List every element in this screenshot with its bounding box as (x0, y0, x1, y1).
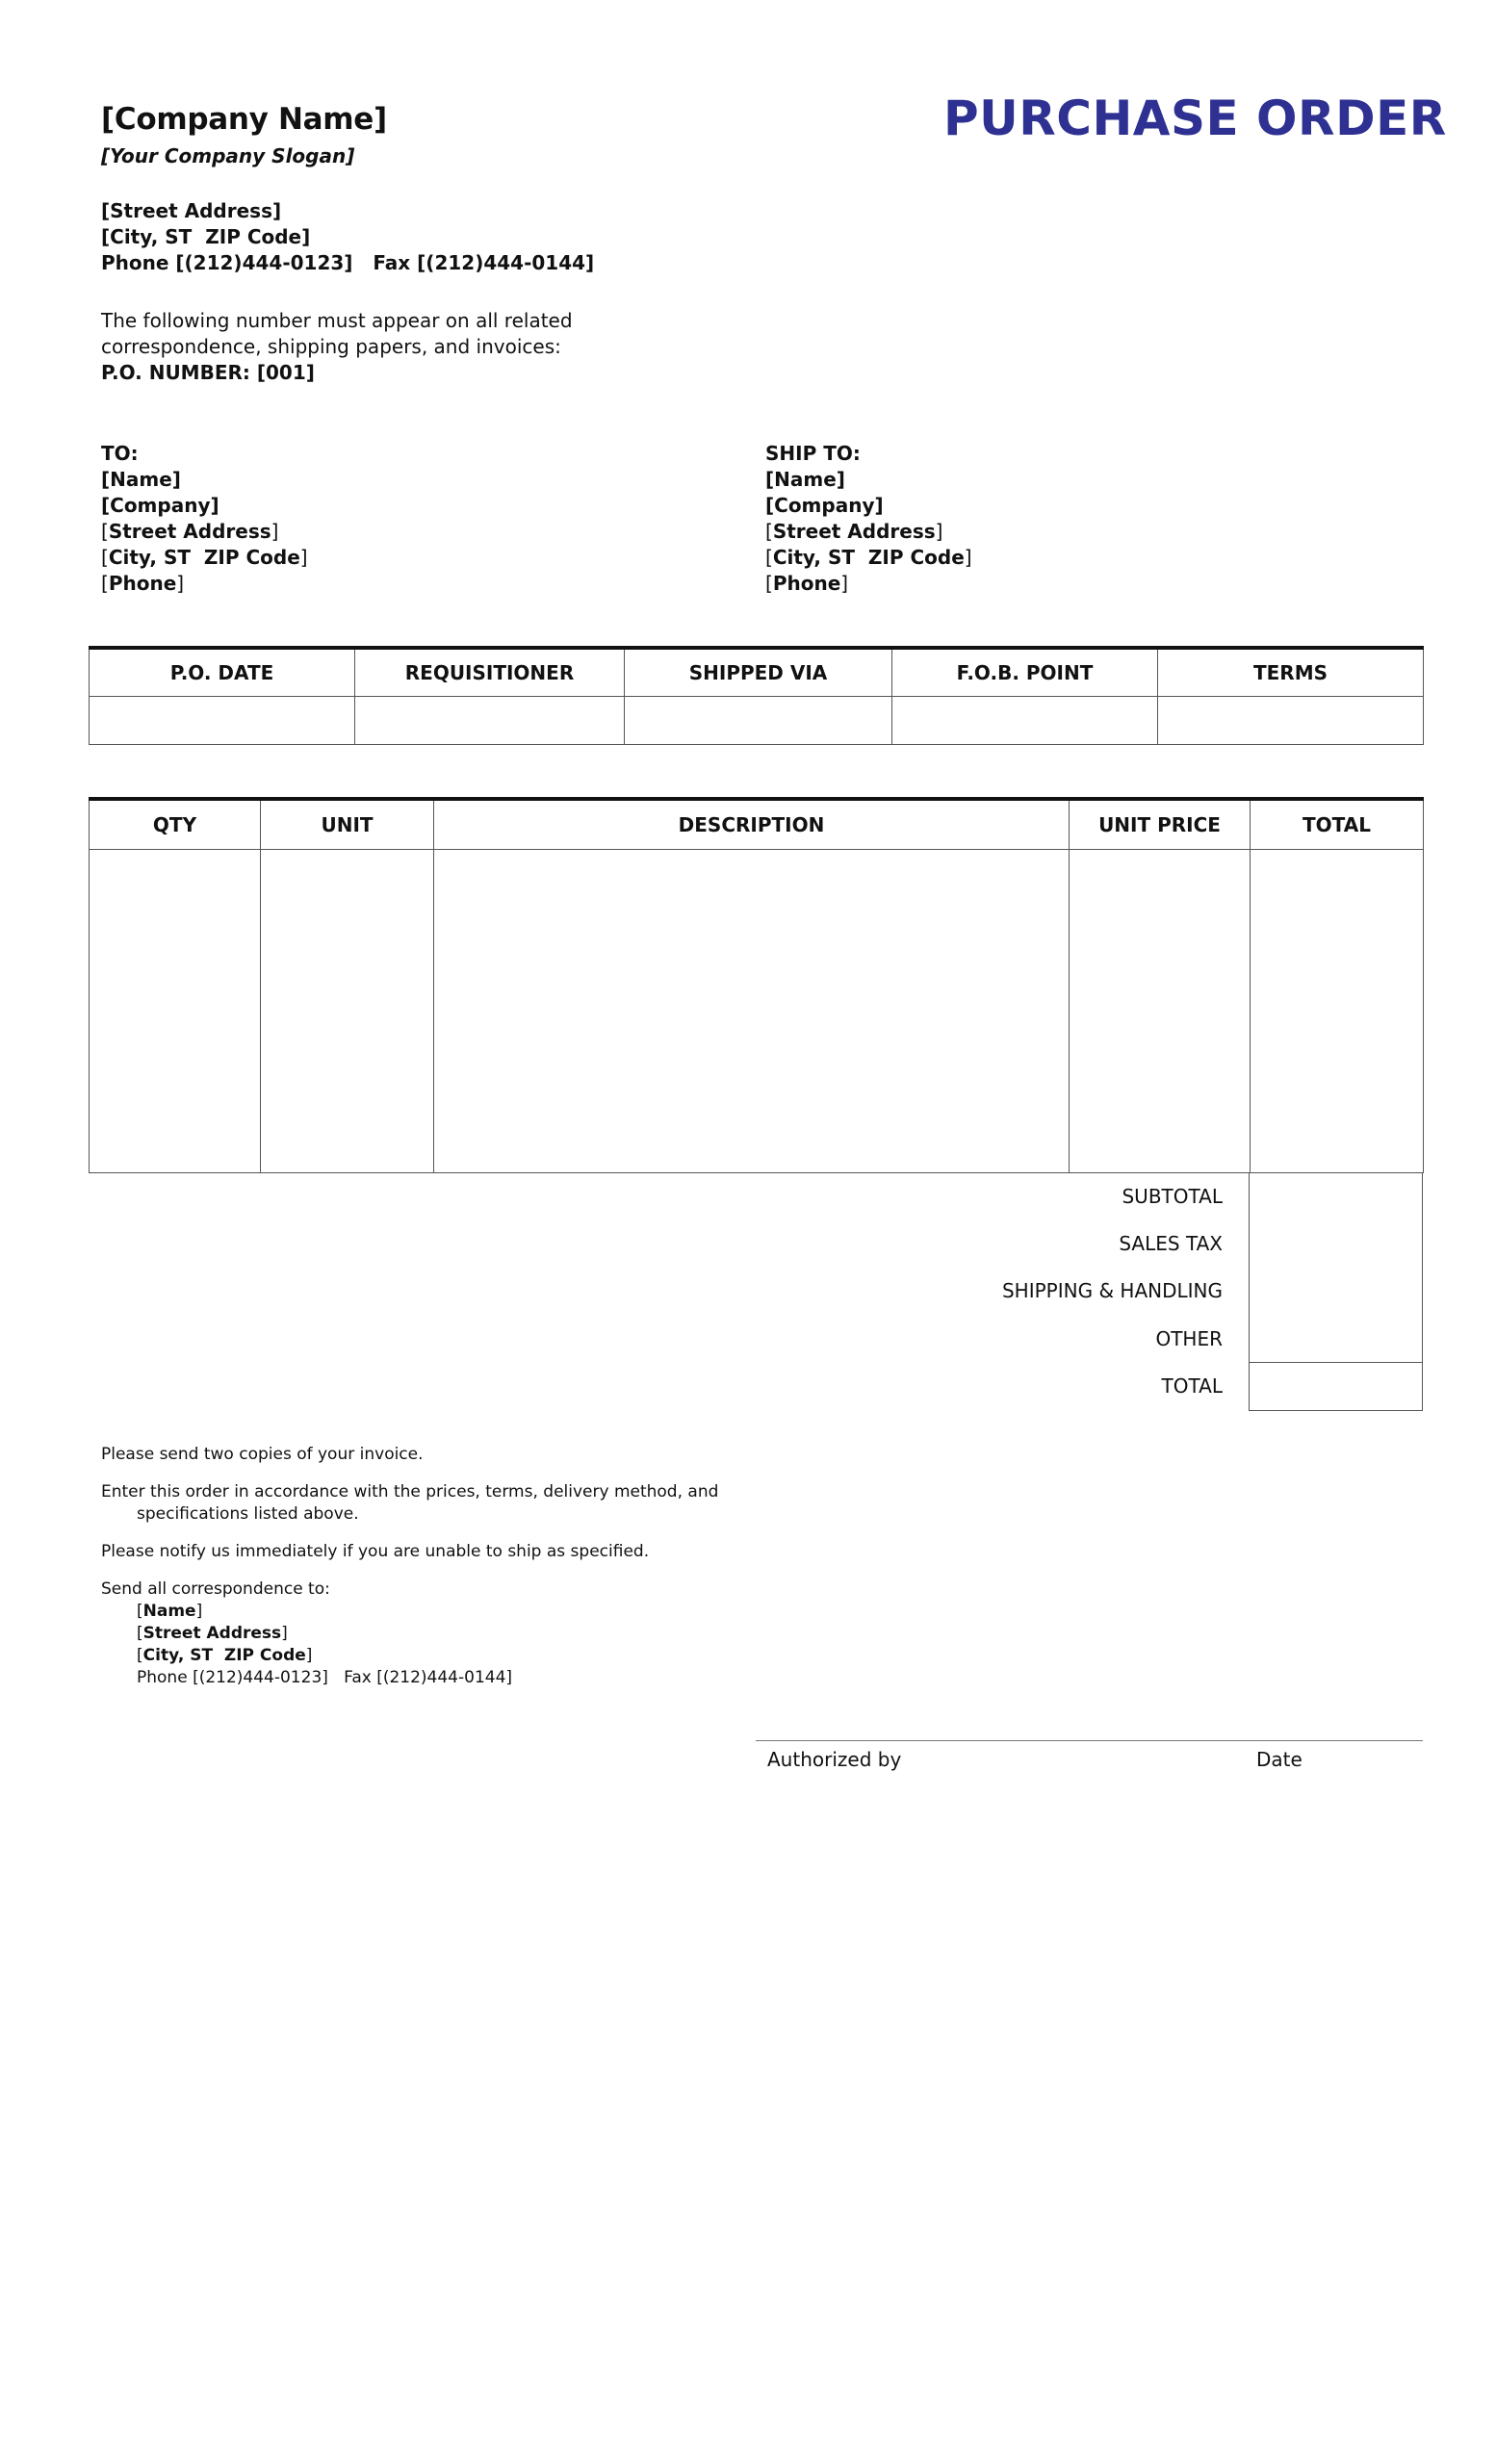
note-enter-order: Enter this order in accordance with the prices, terms, delivery method, and specifications listed above. (101, 1482, 719, 1524)
line-items-header-row (90, 799, 1424, 850)
document-title: PURCHASE ORDER (943, 90, 1447, 146)
correspondence-street: [Street Address] (137, 1624, 288, 1643)
subtotal-label: SUBTOTAL (1122, 1185, 1223, 1208)
company-phone-fax: Phone [(212)444-0123] Fax [(212)444-0144] (101, 251, 595, 274)
ship-to-street: [Street Address] (765, 520, 943, 543)
correspondence-label: Send all correspondence to: (101, 1579, 330, 1599)
shipped-via-cell[interactable] (625, 697, 892, 745)
col-qty: QTY (90, 799, 261, 850)
sales-tax-label: SALES TAX (1119, 1232, 1223, 1256)
line-items-table (89, 797, 1424, 1173)
ship-to-city: [City, ST ZIP Code] (765, 546, 972, 569)
company-slogan: [Your Company Slogan] (101, 144, 355, 167)
to-name: [Name] (101, 468, 181, 491)
po-number: P.O. NUMBER: [001] (101, 361, 315, 384)
ship-to-name: [Name] (765, 468, 845, 491)
notice-line-2: correspondence, shipping papers, and invoices: (101, 335, 561, 358)
fob-point-cell[interactable] (892, 697, 1158, 745)
po-number-notice (101, 308, 573, 386)
date-label: Date (1256, 1748, 1303, 1771)
unit-price-cell[interactable] (1070, 850, 1251, 1173)
col-unit-price: UNIT PRICE (1070, 799, 1251, 850)
other-label: OTHER (1155, 1326, 1223, 1350)
ship-to-company: [Company] (765, 494, 884, 517)
footer-notes (101, 1444, 718, 1689)
to-street: [Street Address] (101, 520, 279, 543)
order-info-row (90, 697, 1424, 745)
to-phone: [Phone] (101, 572, 185, 595)
signature-line[interactable] (756, 1740, 1423, 1741)
company-name: [Company Name] (101, 102, 387, 137)
note-invoice-copies: Please send two copies of your invoice. (101, 1445, 424, 1464)
totals-labels (866, 1173, 1223, 1410)
ship-to-block (765, 441, 972, 597)
requisitioner-cell[interactable] (355, 697, 625, 745)
order-info-table (89, 646, 1424, 745)
to-label: TO: (101, 442, 139, 465)
correspondence-name: [Name] (137, 1602, 203, 1621)
authorized-by-label: Authorized by (767, 1748, 902, 1771)
line-total-cell[interactable] (1251, 850, 1424, 1173)
col-requisitioner: REQUISITIONER (355, 648, 625, 697)
to-company: [Company] (101, 494, 219, 517)
correspondence-city: [City, ST ZIP Code] (137, 1646, 313, 1665)
po-date-cell[interactable] (90, 697, 355, 745)
unit-cell[interactable] (261, 850, 434, 1173)
terms-cell[interactable] (1158, 697, 1424, 745)
col-po-date: P.O. DATE (90, 648, 355, 697)
notice-line-1: The following number must appear on all related (101, 309, 573, 332)
col-shipped-via: SHIPPED VIA (625, 648, 892, 697)
col-fob-point: F.O.B. POINT (892, 648, 1158, 697)
note-notify: Please notify us immediately if you are unable to ship as specified. (101, 1542, 650, 1561)
to-city: [City, ST ZIP Code] (101, 546, 308, 569)
company-address (101, 198, 594, 276)
ship-to-label: SHIP TO: (765, 442, 861, 465)
col-unit: UNIT (261, 799, 434, 850)
company-city: [City, ST ZIP Code] (101, 225, 311, 248)
col-description: DESCRIPTION (434, 799, 1070, 850)
total-row-divider (1250, 1362, 1422, 1363)
ship-to-phone: [Phone] (765, 572, 849, 595)
col-terms: TERMS (1158, 648, 1424, 697)
line-items-body (90, 850, 1424, 1173)
shipping-handling-label: SHIPPING & HANDLING (1001, 1279, 1223, 1303)
totals-values-box[interactable] (1249, 1173, 1423, 1411)
col-total: TOTAL (1251, 799, 1424, 850)
correspondence-phone-fax: Phone [(212)444-0123] Fax [(212)444-0144] (137, 1668, 513, 1687)
order-info-header-row (90, 648, 1424, 697)
company-street: [Street Address] (101, 199, 282, 222)
description-cell[interactable] (434, 850, 1070, 1173)
to-block (101, 441, 308, 597)
qty-cell[interactable] (90, 850, 261, 1173)
total-label: TOTAL (1161, 1373, 1223, 1398)
